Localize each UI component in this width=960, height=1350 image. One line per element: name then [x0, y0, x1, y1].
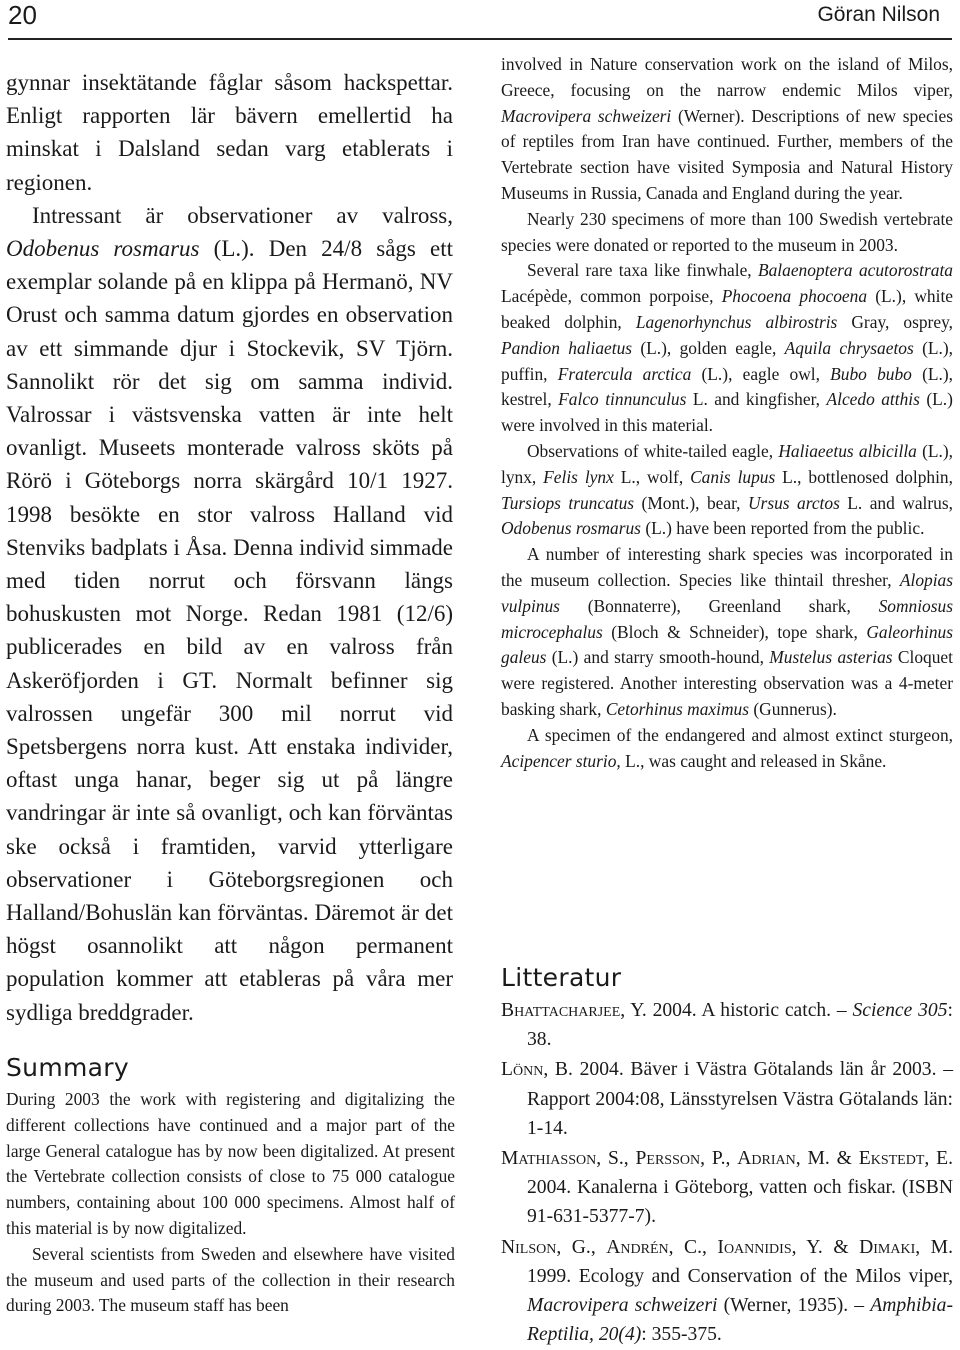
species-name: Bubo bubo [830, 363, 912, 384]
species-name: Cetorhinus maximus [605, 698, 749, 719]
species-name: Fratercula arctica [557, 363, 692, 384]
author-name: Lönn [501, 1059, 544, 1081]
paragraph: During 2003 the work with registering and digitalizing the different collections have continued and a major part of the large General catalogue has by now been digitalized. At present the Vertebrate collection consists of close to 75 000 catalogue numbers, containing about 100 000 specimens. Almost half of this material is by now digitalized. [6, 1089, 455, 1238]
paragraph: Several scientists from Sweden and elsewhere have visited the museum and used parts of the collection in their research during 2003. The museum staff has been [6, 1243, 455, 1316]
paragraph: Nearly 230 specimens of more than 100 Swedish vertebrate species were donated or reported to the museum in 2003. [501, 208, 953, 255]
summary-heading: Summary [6, 1053, 129, 1082]
species-name: Odobenus rosmarus [6, 236, 200, 262]
species-name: Somniosus microcephalus [501, 595, 953, 642]
english-text-column [501, 52, 953, 774]
species-name: Macrovipera schweizeri [527, 1295, 718, 1317]
author-name: Persson [635, 1148, 701, 1170]
paragraph-text: gynnar insektätande fåglar såsom hackspettar. Enligt rapporten lär bävern emellertid ha minskat i Dalsland sedan varg etablerats i regionen. [6, 70, 453, 195]
species-name: Felis lynx [543, 466, 614, 487]
author-name: Dimaki [859, 1236, 916, 1258]
species-name: Acipencer sturio, [501, 750, 621, 771]
species-name: Balaenoptera acutorostrata [757, 260, 953, 281]
species-name: Haliaeetus albicilla [778, 440, 917, 461]
reference-item: Bhattacharjee, Y. 2004. A historic catch. – Science 305: 38. [501, 1000, 953, 1051]
header-rule [8, 38, 952, 40]
paragraph-walrus [6, 199, 453, 1029]
paragraph-text: (L.). Den 24/8 sågs ett exemplar solande på en klippa på Hermanö, NV Orust och samma datum gjordes en observation av ett simmande djur i Stockevik, SV Tjörn. Sannolikt rör det sig om samma individ. Valrossar i västsvenska vatten är inte helt ovanligt. Museets monterade valross sköts på Rörö i Göteborgs norra skärgård 10/1 1927. 1998 besökte en stor valross Halland vid Stenviks badplats i Åsa. Denna individ simmade med tiden norrut och försvann längs bohuskusten mot Norge. Redan 1981 (12/6) publicerades en bild av en valross från Askeröfjorden i GT. Normalt befinner sig valrossen ungefär 300 mil norrut vid Spetsbergens norra kust. Att enstaka individer, oftast unga hanar, beger sig ut på längre vandringar är inte så ovanligt, och kan förväntas ske också i framtiden, varvid ytterligare observationer i Göteborgsregionen och Halland/Bohuslän kan förväntas. Däremot är det högst osannolikt att någon permanent population kommer att etableras på våra mer sydliga breddgrader. [6, 236, 454, 1025]
paragraph: Observations of white-tailed eagle, Haliaeetus albicilla (L.), lynx, Felis lynx L., wolf, Canis lupus L., bottlenosed dolphin, Tursiops truncatus (Mont.), bear, Ursus arctos L. and walrus, Odobenus rosmarus (L.) have been reported from the public. [501, 440, 954, 539]
species-name: Galeorhinus galeus [501, 621, 953, 668]
paragraph: A number of interesting shark species was incorporated in the museum collection. Species like thintail thresher, Alopias vulpinus (Bonnaterre), Greenland shark, Somniosus microcephalus (Bloch & Schneider), tope shark, Galeorhinus galeus (L.) and starry smooth-hound, Mustelus asterias Cloquet were registered. Another interesting observation was a 4-meter basking shark, Cetorhinus maximus (Gunnerus). [501, 544, 953, 719]
species-name: Pandion haliaetus [501, 337, 633, 358]
species-name: Falco tinnunculus [558, 389, 687, 410]
species-name: Alcedo atthis [826, 389, 920, 410]
author-name: Ioannidis [717, 1236, 792, 1258]
page-header [0, 0, 960, 40]
summary-section [6, 1087, 455, 1319]
species-name: Tursiops truncatus [501, 492, 635, 513]
author-name: Nilson [501, 1236, 557, 1258]
reference-item: Mathiasson, S., Persson, P., Adrian, M. & Ekstedt, E. 2004. Kanalerna i Göteborg, vatten och fiskar. (ISBN 91-631-5377-7). [501, 1148, 953, 1228]
species-name: Lagenorhynchus albirostris [635, 311, 838, 332]
species-name: Aquila chrysaetos [784, 337, 914, 358]
species-name: Odobenus rosmarus [501, 518, 641, 539]
reference-list [501, 996, 953, 1350]
author-name: Bhattacharjee [501, 1000, 621, 1021]
reference-item: Nilson, G., Andrén, C., Ioannidis, Y. & Dimaki, M. 1999. Ecology and Conservation of the Milos viper, Macrovipera schweizeri (Werner, 1935). – Amphibia-Reptilia, 20(4): 355-375. [501, 1236, 953, 1346]
journal-name: Amphibia-Reptilia, 20(4) [527, 1295, 953, 1346]
swedish-text-column [6, 66, 453, 1029]
paragraph [6, 66, 453, 199]
author-name: Mathiasson [501, 1148, 597, 1170]
species-name: Canis lupus [690, 466, 776, 487]
paragraph: involved in Nature conservation work on the island of Milos, Greece, focusing on the narrow endemic Milos viper, Macrovipera schweizeri (Werner). Descriptions of new species of reptiles from Iran have continued. Further, members of the Vertebrate section have visited Symposia and Natural History Museums in Russia, Canada and England during the year. [501, 54, 953, 203]
species-name: Macrovipera schweizeri [501, 105, 672, 126]
reference-item: Lönn, B. 2004. Bäver i Västra Götalands län år 2003. – Rapport 2004:08, Länsstyrelsen Västra Götalands län: 1-14. [501, 1059, 953, 1139]
running-head-author: Göran Nilson [817, 3, 940, 26]
literature-heading: Litteratur [501, 963, 622, 992]
paragraph-text: Intressant är observationer av valross, [32, 202, 453, 228]
author-name: Adrian [737, 1148, 796, 1170]
author-name: Andrén [606, 1236, 669, 1258]
page-number: 20 [8, 0, 37, 30]
species-name: Phocoena phocoena [721, 286, 868, 307]
species-name: Alopias vulpinus [501, 569, 953, 616]
paragraph: Several rare taxa like finwhale, Balaenoptera acutorostrata Lacépède, common porpoise, Phocoena phocoena (L.), white beaked dolphin, Lagenorhynchus albirostris Gray, osprey, Pandion haliaetus (L.), golden eagle, Aquila chrysaetos (L.), puffin, Fratercula arctica (L.), eagle owl, Bubo bubo (L.), kestrel, Falco tinnunculus L. and kingfisher, Alcedo atthis (L.) were involved in this material. [501, 260, 954, 436]
journal-name: Science 305 [852, 1000, 948, 1021]
paragraph: A specimen of the endangered and almost extinct sturgeon, Acipencer sturio, L., was caught and released in Skåne. [501, 724, 953, 771]
species-name: Ursus arctos [748, 492, 840, 513]
species-name: Mustelus asterias [769, 647, 893, 668]
author-name: Ekstedt [858, 1148, 925, 1170]
